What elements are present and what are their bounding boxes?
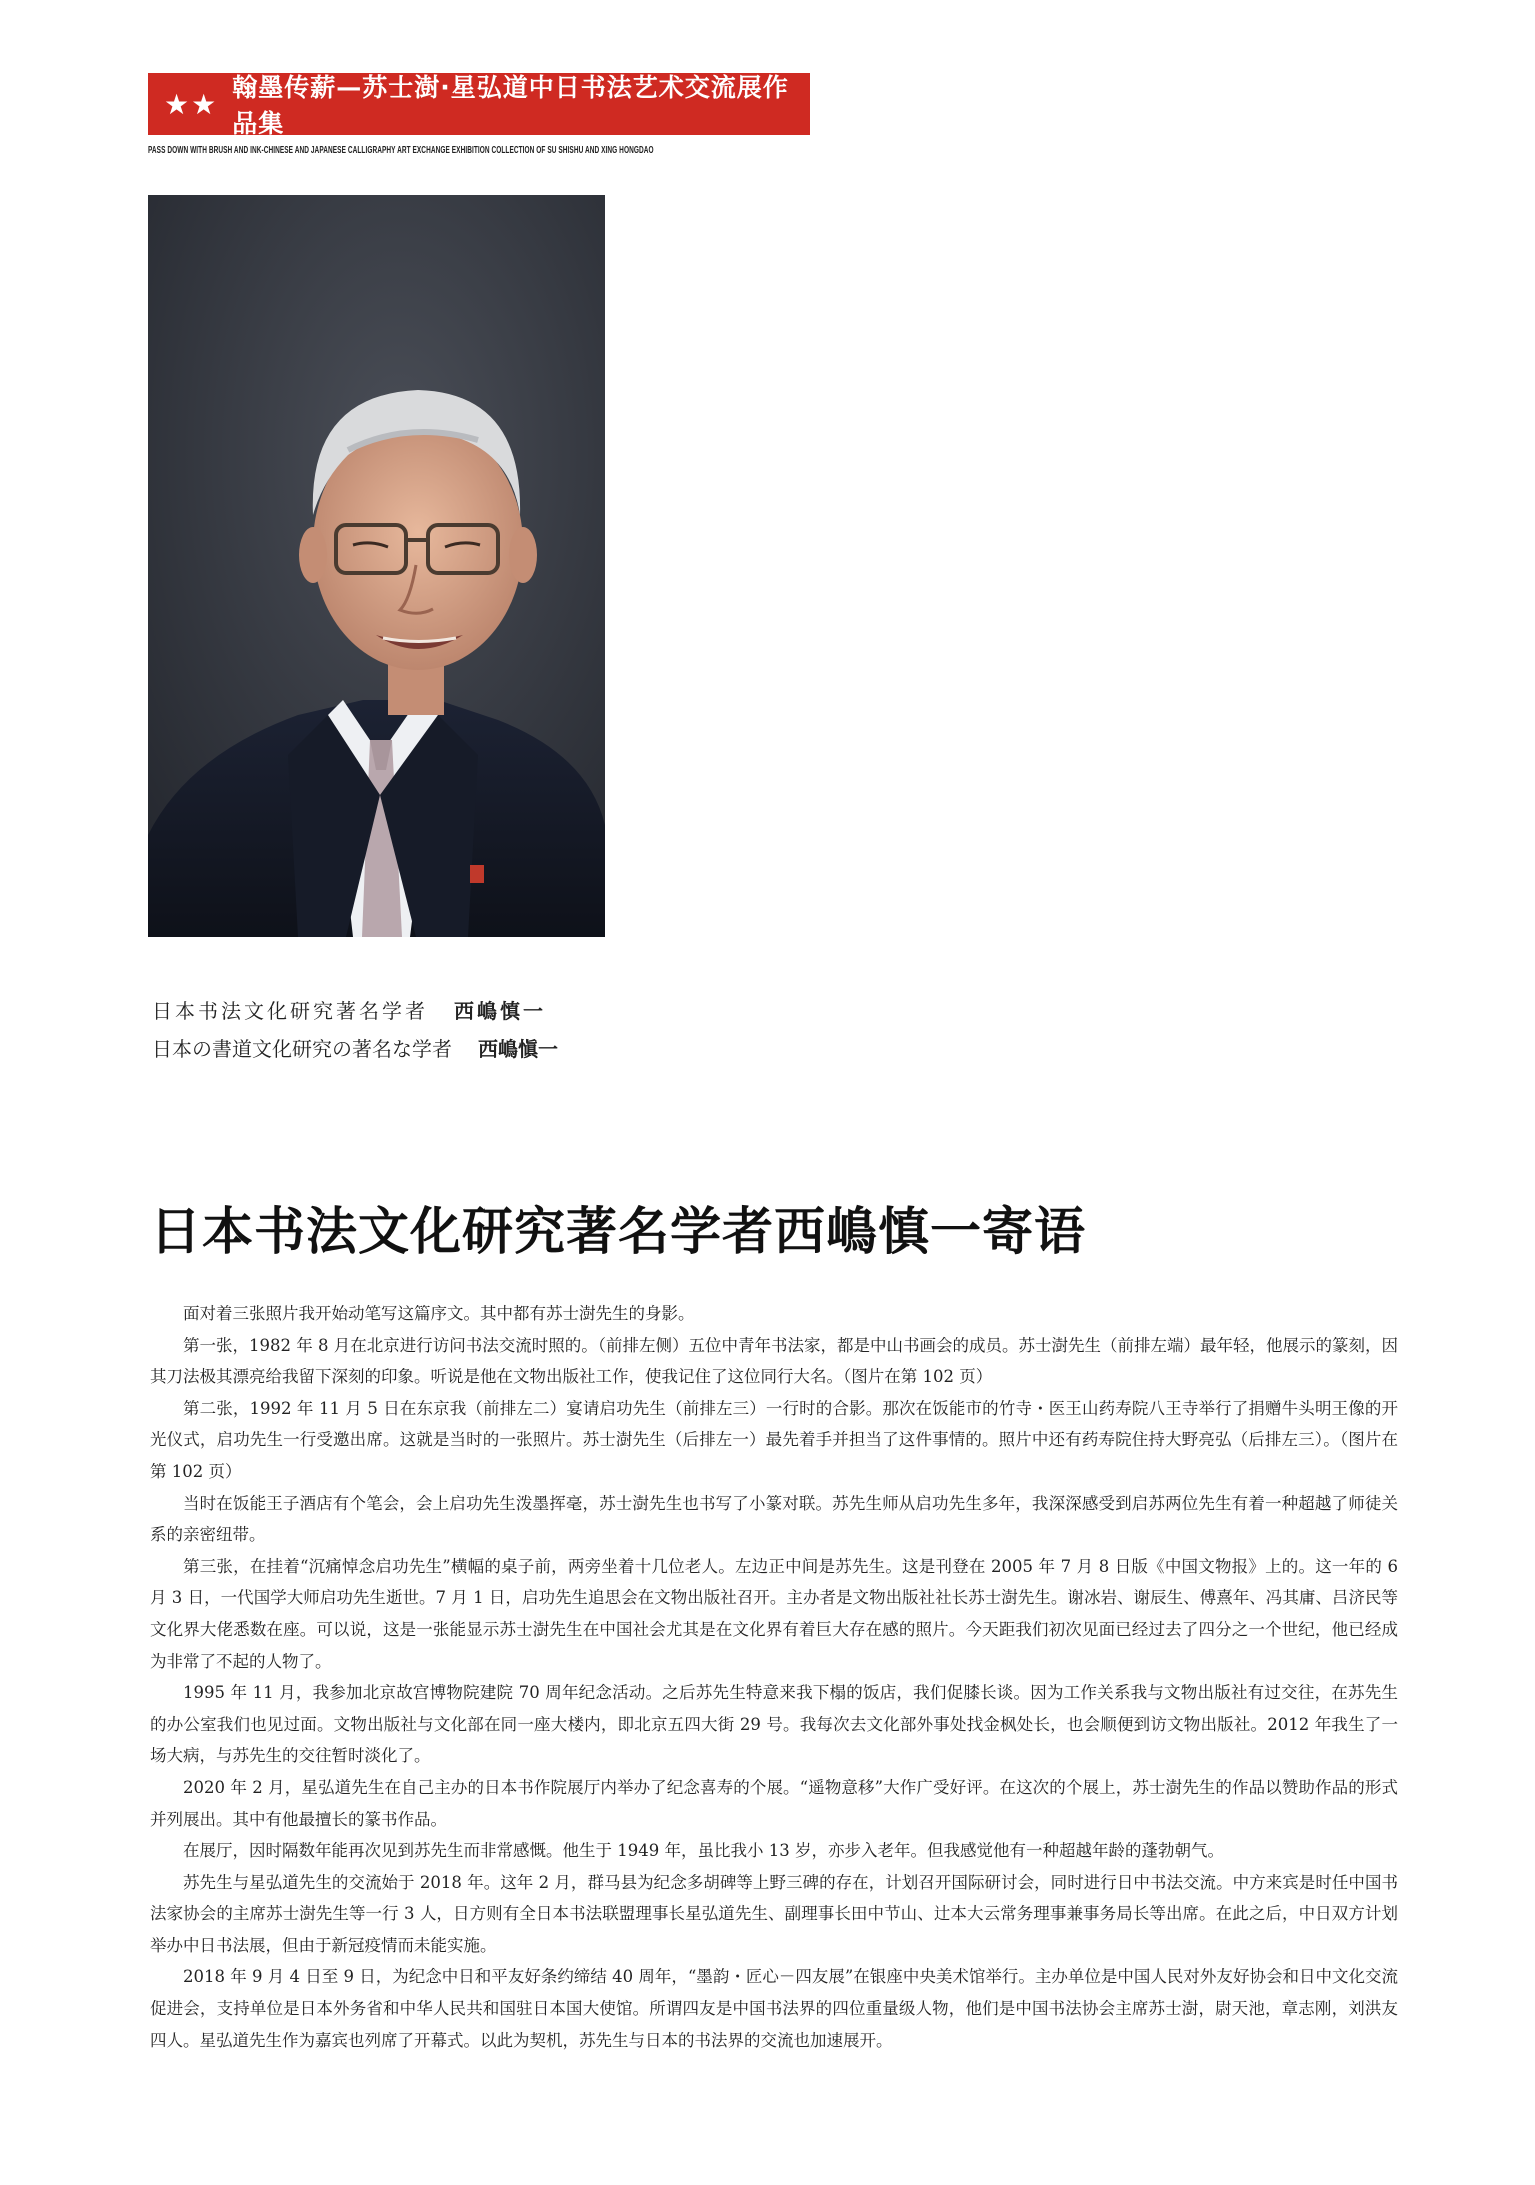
caption-role: 日本书法文化研究著名学者: [152, 999, 428, 1023]
caption-chinese: [152, 995, 546, 1024]
article-title: 日本书法文化研究著名学者西嶋慎一寄语: [150, 1202, 1087, 1262]
caption-japanese: [152, 1033, 558, 1062]
paragraph: 在展厅，因时隔数年能再次见到苏先生而非常感慨。他生于 1949 年，虽比我小 13 岁，亦步入老年。但我感觉他有一种超越年龄的蓬勃朝气。: [183, 1841, 1224, 1861]
paragraph: 第三张，在挂着“沉痛悼念启功先生”横幅的桌子前，两旁坐着十几位老人。左边正中间是苏先生。这是刊登在 2005 年 7 月 8 日版《中国文物报》上的。这一年的 6 月 3 日，一代国学大师启功先生逝世。7 月 1 日，启功先生追思会在文物出版社召开。主办者是文物出版社社长苏士澍先生。谢冰岩、谢辰生、傅熹年、冯其庸、吕济民等文化界大佬悉数在座。可以说，这是一张能显示苏士澍先生在中国社会尤其是在文化界有着巨大存在感的照片。今天距我们初次见面已经过去了四分之一个世纪，他已经成为非常了不起的人物了。: [150, 1556, 1398, 1671]
paragraph: 面对着三张照片我开始动笔写这篇序文。其中都有苏士澍先生的身影。: [183, 1304, 695, 1323]
caption-role: 日本の書道文化研究の著名な学者: [152, 1037, 452, 1061]
collection-title: 翰墨传薪—苏士澍·星弘道中日书法艺术交流展作品集: [232, 73, 789, 138]
portrait-photo: [148, 195, 605, 937]
caption-name: 西嶋慎一: [454, 999, 546, 1023]
paragraph: 1995 年 11 月，我参加北京故宫博物院建院 70 周年纪念活动。之后苏先生特意来我下榻的饭店，我们促膝长谈。因为工作关系我与文物出版社有过交往，在苏先生的办公室我们也见过面。文物出版社与文化部在同一座大楼内，即北京五四大街 29 号。我每次去文化部外事处找金枫处长，也会顺便到访文物出版社。2012 年我生了一场大病，与苏先生的交往暂时淡化了。: [150, 1683, 1398, 1766]
paragraph: 2018 年 9 月 4 日至 9 日，为纪念中日和平友好条约缔结 40 周年，“墨韵・匠心－四友展”在银座中央美术馆举行。主办单位是中国人民对外友好协会和日中文化交流促进会，支持单位是日本外务省和中华人民共和国驻日本国大使馆。所谓四友是中国书法界的四位重量级人物，他们是中国书法协会主席苏士澍，尉天池，章志刚，刘洪友四人。星弘道先生作为嘉宾也列席了开幕式。以此为契机，苏先生与日本的书法界的交流也加速展开。: [150, 1967, 1398, 2050]
paragraph: 2020 年 2 月，星弘道先生在自己主办的日本书作院展厅内举办了纪念喜寿的个展。“遥物意移”大作广受好评。在这次的个展上，苏士澍先生的作品以赞助作品的形式并列展出。其中有他最擅长的篆书作品。: [150, 1777, 1398, 1829]
paragraph: 第二张，1992 年 11 月 5 日在东京我（前排左二）宴请启功先生（前排左三）一行时的合影。那次在饭能市的竹寺・医王山药寿院八王寺举行了捐赠牛头明王像的开光仪式，启功先生一行受邀出席。这就是当时的一张照片。苏士澍先生（后排左一）最先着手并担当了这件事情的。照片中还有药寿院住持大野亮弘（后排左三）。（图片在第 102 页）: [150, 1398, 1398, 1481]
paragraph: 苏先生与星弘道先生的交流始于 2018 年。这年 2 月，群马县为纪念多胡碑等上野三碑的存在，计划召开国际研讨会，同时进行日中书法交流。中方来宾是时任中国书法家协会的主席苏士澍先生等一行 3 人，日方则有全日本书法联盟理事长星弘道先生、副理事长田中节山、辻本大云常务理事兼事务局长等出席。在此之后，中日双方计划举办中日书法展，但由于新冠疫情而未能实施。: [150, 1872, 1398, 1955]
paragraph: 当时在饭能王子酒店有个笔会，会上启功先生泼墨挥毫，苏士澍先生也书写了小篆对联。苏先生师从启功先生多年，我深深感受到启苏两位先生有着一种超越了师徒关系的亲密纽带。: [150, 1493, 1398, 1545]
paragraph: 第一张，1982 年 8 月在北京进行访问书法交流时照的。（前排左侧）五位中青年书法家，都是中山书画会的成员。苏士澍先生（前排左端）最年轻，他展示的篆刻，因其刀法极其漂亮给我留下深刻的印象。听说是他在文物出版社工作，使我记住了这位同行大名。（图片在第 102 页）: [150, 1335, 1398, 1387]
header-banner: [148, 73, 810, 138]
caption-name: 西嶋愼一: [478, 1037, 558, 1061]
collection-subtitle: PASS DOWN WITH BRUSH AND INK-CHINESE AND JAPANESE CALLIGRAPHY ART EXCHANGE EXHIBITION COLLECTION OF SU SHISHU AND XING HONGDAO: [148, 144, 654, 156]
star-icon: ★★: [164, 87, 219, 121]
article-body: [150, 1298, 1398, 2056]
